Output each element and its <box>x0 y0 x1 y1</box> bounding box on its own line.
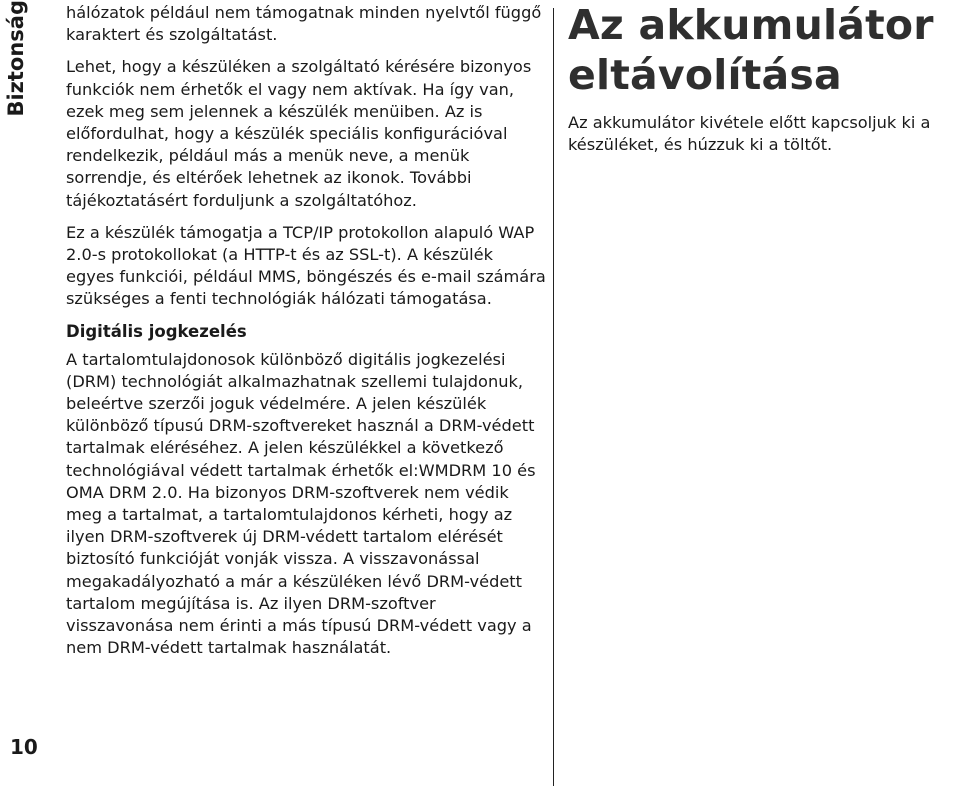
section-heading: Digitális jogkezelés <box>66 321 247 341</box>
paragraph: Lehet, hogy a készüléken a szolgáltató kérésére bizonyos funkciók nem érhetők el vagy nem aktívak. Ha így van, ezek meg sem jelennek a készülék menüiben. Az is előfordulhat, hogy a készülék speciális konfigurációval rendelkezik, például más a menük neve, a menük sorrendje, és eltérőek lehetnek az ikonok. További tájékoztatásért forduljunk a szolgáltatóhoz. <box>66 57 532 210</box>
page-title: Az akkumulátor eltávolítása <box>568 1 934 99</box>
page-number: 10 <box>10 735 38 759</box>
paragraph: Az akkumulátor kivétele előtt kapcsoljuk ki a készüléket, és húzzuk ki a töltőt. <box>568 113 931 154</box>
right-column <box>568 0 960 155</box>
paragraph: Ez a készülék támogatja a TCP/IP protokollon alapuló WAP 2.0-s protokollokat (a HTTP-t és az SSL-t). A készülék egyes funkciói, például MMS, böngészés és e-mail számára szükséges a fenti technológiák hálózati támogatása. <box>66 222 546 309</box>
paragraph: hálózatok például nem támogatnak minden nyelvtől függő karaktert és szolgáltatást. <box>66 3 542 45</box>
column-divider <box>553 8 554 786</box>
left-column <box>66 2 546 669</box>
section-tab <box>0 0 36 155</box>
paragraph: A tartalomtulajdonosok különböző digitális jogkezelési (DRM) technológiát alkalmazhatnak szellemi tulajdonuk, beleértve szerzői joguk védelmére. A jelen készülék különböző típusú DRM-szoftvereket használ a DRM-védett tartalmak eléréséhez. A jelen készülékkel a következő technológiával védett tartalmak érhetők el:WMDRM 10 és OMA DRM 2.0. Ha bizonyos DRM-szoftverek nem védik meg a tartalmat, a tartalomtulajdonos kérheti, hogy az ilyen DRM-szoftverek új DRM-védett tartalom elérését biztosító funkcióját vonják vissza. A visszavonással megakadályozható a már a készüléken lévő DRM-védett tartalom megújítása is. Az ilyen DRM-szoftver visszavonása nem érinti a más típusú DRM-védett vagy a nem DRM-védett tartalmak használatát. <box>66 349 536 658</box>
section-tab-label: Biztonság <box>4 0 28 117</box>
